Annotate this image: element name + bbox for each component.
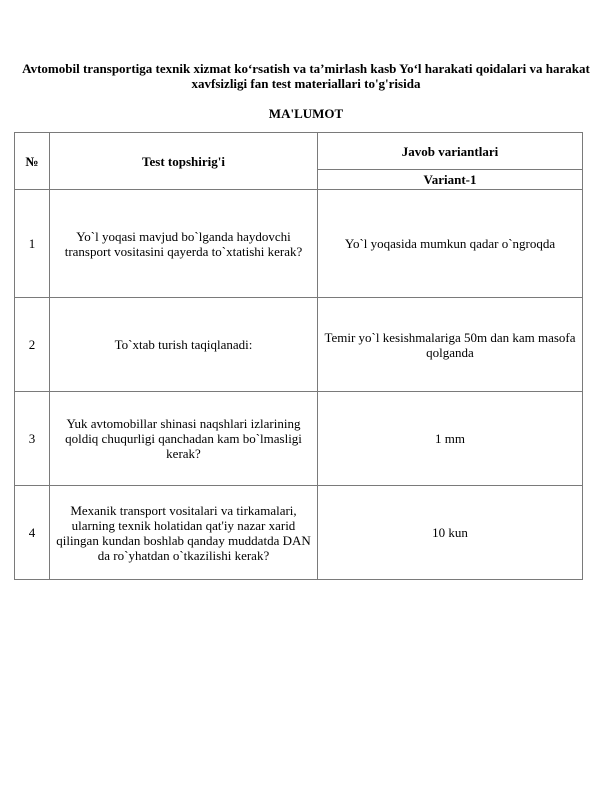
header-question: Test topshirig'i (50, 133, 318, 190)
table-header-row (15, 133, 583, 170)
row-number: 2 (15, 298, 50, 392)
row-answer: Temir yo`l kesishmalariga 50m dan kam masofa qolganda (318, 298, 583, 392)
table-row (15, 298, 583, 392)
table-row (15, 190, 583, 298)
table-row (15, 392, 583, 486)
test-table (14, 132, 583, 580)
row-question: Mexanik transport vositalari va tirkamalari, ularning texnik holatidan qat'iy nazar xarid qilingan kundan boshlab qanday muddatda DAN da ro`yhatdan o`tkazilishi kerak? (50, 486, 318, 580)
row-number: 1 (15, 190, 50, 298)
document-title: Avtomobil transportiga texnik xizmat ko‘rsatish va ta’mirlash kasb Yo‘l harakati qoidalari va harakat xavfsizligi fan test materiallari to'g'risida (22, 61, 590, 91)
header-variant: Variant-1 (318, 170, 583, 190)
row-answer: 1 mm (318, 392, 583, 486)
row-number: 3 (15, 392, 50, 486)
row-answer: 10 kun (318, 486, 583, 580)
row-answer: Yo`l yoqasida mumkun qadar o`ngroqda (318, 190, 583, 298)
header-number: № (15, 133, 50, 190)
table-row (15, 486, 583, 580)
row-number: 4 (15, 486, 50, 580)
row-question: Yuk avtomobillar shinasi naqshlari izlarining qoldiq chuqurligi qanchadan kam bo`lmasligi kerak? (50, 392, 318, 486)
row-question: Yo`l yoqasi mavjud bo`lganda haydovchi transport vositasini qayerda to`xtatishi kerak? (50, 190, 318, 298)
document-subtitle: MA'LUMOT (268, 106, 344, 121)
header-answers: Javob variantlari (318, 133, 583, 170)
row-question: To`xtab turish taqiqlanadi: (50, 298, 318, 392)
